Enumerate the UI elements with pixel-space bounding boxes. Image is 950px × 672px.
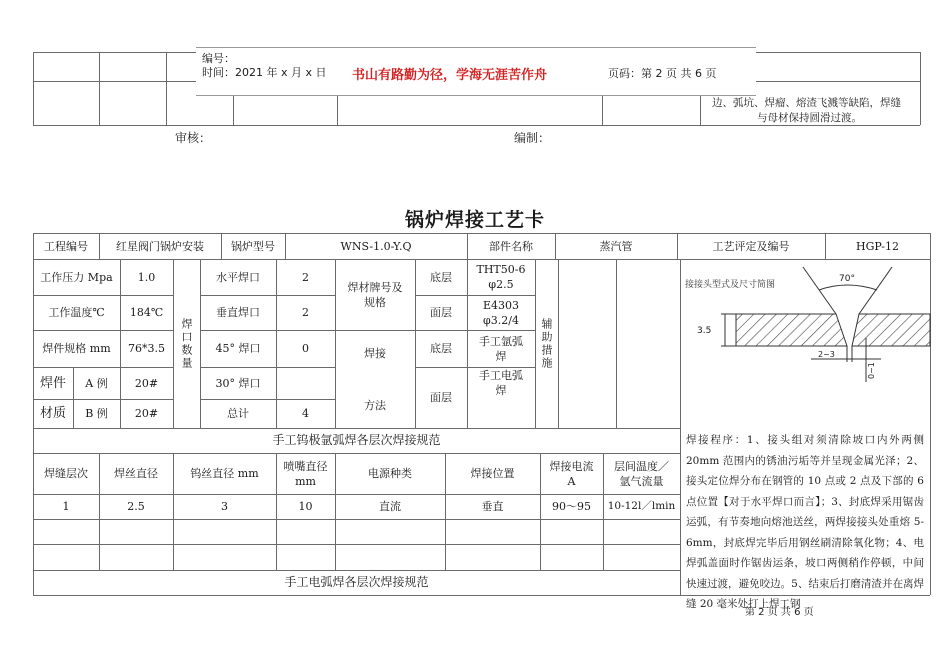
filler-bottom-value [467, 259, 535, 295]
filler-brand-label-line1: 焊材牌号及 [347, 280, 403, 294]
project-no-label: 工程编号 [44, 239, 88, 253]
auxiliary-measures-label: 辅助措施 [540, 317, 553, 370]
joint-count-label: 焊口数量 [180, 317, 193, 370]
side-a-label: A 例 [85, 376, 108, 390]
pressure-label: 工作压力 Mpa [40, 270, 113, 284]
filler-face-brand: E4303 [482, 298, 520, 312]
part-name-label: 部件名称 [489, 239, 533, 253]
method-bottom-line2: 焊 [495, 349, 507, 363]
weldpiece-label: 焊件 [39, 375, 66, 391]
tig-header-nozzle-dia: 喷嘴直径 mm [283, 459, 328, 488]
header-page-number: 页码：第 2 页 共 6 页 [608, 67, 717, 80]
tig-row1-nozzle-dia: 10 [298, 500, 313, 513]
tig-row1-position: 垂直 [481, 500, 504, 513]
project-name: 红星阀门锅炉安装 [116, 239, 204, 253]
method-bottom-value [467, 330, 535, 367]
tig-row1-layer: 1 [62, 500, 70, 513]
deg30-joint-count [276, 367, 335, 399]
method-face-value [467, 367, 535, 399]
filler-face-diameter: φ3.2/4 [483, 313, 519, 327]
filler-bottom-diameter: φ2.5 [488, 278, 514, 291]
vertical-joint-count: 2 [302, 306, 309, 319]
preparer-label: 编制： [514, 131, 551, 145]
tig-header-layer: 焊缝层次 [44, 467, 88, 480]
pressure-value: 1.0 [137, 270, 156, 284]
thickness-label: 3.5 [697, 326, 712, 336]
tig-header-wire-dia: 焊丝直径 [114, 467, 158, 480]
document-date: 时间：2021 年 x 月 x 日 [202, 66, 327, 79]
bevel-angle-label: 70° [839, 274, 855, 284]
header-motto: 书山有路勤为径，学海无涯苦作舟 [352, 68, 548, 83]
tig-row1-current: 90～95 [552, 500, 591, 513]
temperature-value: 184℃ [129, 306, 164, 319]
tig-header-power-type: 电源种类 [368, 467, 412, 480]
horizontal-joint-count: 2 [302, 270, 309, 284]
smaw-section-title: 手工电弧焊各层次焊接规范 [284, 575, 429, 589]
tig-row1-power-type: 直流 [379, 500, 401, 513]
filler-bottom-label: 底层 [430, 270, 452, 284]
tig-header-tungsten-dia: 钨丝直径 mm [190, 467, 259, 480]
footer-page-number: 第 2 页 共 6 页 [745, 607, 814, 618]
tig-header-position: 焊接位置 [470, 467, 515, 480]
root-face-label: 0~1 [867, 362, 876, 379]
boiler-model-label: 锅炉型号 [231, 239, 275, 253]
method-bottom-line1: 手工氩弧 [479, 334, 523, 348]
method-face-line1: 手工电弧 [479, 369, 523, 382]
deg45-joint-count: 0 [302, 342, 309, 355]
tig-header-interpass: 层间温度／氩气流量 [614, 459, 669, 488]
top-note-line-2: 与母材保持圆滑过渡。 [757, 112, 862, 124]
tig-row1-interpass: 10-12l／lmin [607, 500, 676, 512]
vertical-joint-label: 垂直焊口 [216, 306, 260, 319]
temperature-label: 工作温度℃ [48, 306, 105, 319]
tig-row1-wire-dia: 2.5 [127, 500, 145, 513]
method-face-line2: 焊 [495, 384, 507, 397]
total-joint-count: 4 [302, 407, 309, 420]
boiler-model: WNS-1.0-Y.Q [340, 239, 412, 253]
gap-label: 2~3 [818, 350, 835, 359]
size-label: 焊件规格 mm [42, 342, 111, 355]
document-number-label: 编号： [202, 52, 235, 65]
welding-procedure-text: 焊接程序：1、接头组对须清除坡口内外两侧 20mm 范围内的锈油污垢等并呈现金属光泽；2、接头定位焊分布在钢管的 10 点或 2 点及下部的 6 点位置【对于水平焊口而言】；3、封底焊采用锯齿运弧，有节奏地向熔池送丝，两焊接接头处重熔 5-6mm，封底焊完毕后用钢丝刷清除氧化物；4、电焊弧盖面时作锯齿运条，坡口两侧稍作停顿，中间快速过渡，避免咬边。5、结束后打磨清渣并在离焊缝 20 毫米处打上焊工钢 [686, 434, 924, 610]
joint-diagram-drawing [681, 262, 930, 392]
filler-brand-label [335, 259, 415, 330]
tig-header-current: 焊接电流 A [549, 459, 594, 488]
deg45-joint-label: 45° 焊口 [215, 342, 261, 355]
reviewer-label: 审核： [175, 131, 212, 145]
horizontal-joint-label: 水平焊口 [216, 270, 260, 284]
process-eval-label: 工艺评定及编号 [712, 239, 790, 253]
method-bottom-label: 底层 [430, 342, 452, 355]
size-value: 76*3.5 [128, 342, 165, 355]
side-b-label: B 例 [85, 407, 108, 420]
side-a-value: 20# [134, 376, 159, 390]
top-note-line-1: 边、弧坑、焊瘤、熔渣飞溅等缺陷，焊缝 [712, 97, 901, 109]
filler-face-label: 面层 [430, 306, 452, 319]
process-eval-number: HGP-12 [856, 239, 899, 253]
diagram-caption: 接接头型式及尺寸简图 [685, 280, 776, 290]
weld-method-label-2: 方法 [364, 398, 386, 412]
filler-brand-label-line2: 规格 [364, 295, 386, 309]
filler-bottom-brand: THT50-6 [476, 263, 526, 276]
tig-row1-tungsten-dia: 3 [221, 500, 228, 513]
page-title: 锅炉焊接工艺卡 [404, 209, 545, 231]
weld-method-label-1: 焊接 [364, 346, 386, 360]
joint-diagram [681, 262, 930, 392]
method-face-label: 面层 [430, 391, 452, 404]
part-name: 蒸汽管 [599, 239, 633, 253]
deg30-joint-label: 30° 焊口 [215, 376, 261, 390]
material-label: 材质 [39, 406, 66, 421]
tig-section-title: 手工钨极氩弧焊各层次焊接规范 [272, 433, 441, 447]
filler-face-value [467, 295, 535, 330]
total-joint-label: 总计 [227, 407, 249, 420]
side-b-value: 20# [134, 407, 159, 420]
